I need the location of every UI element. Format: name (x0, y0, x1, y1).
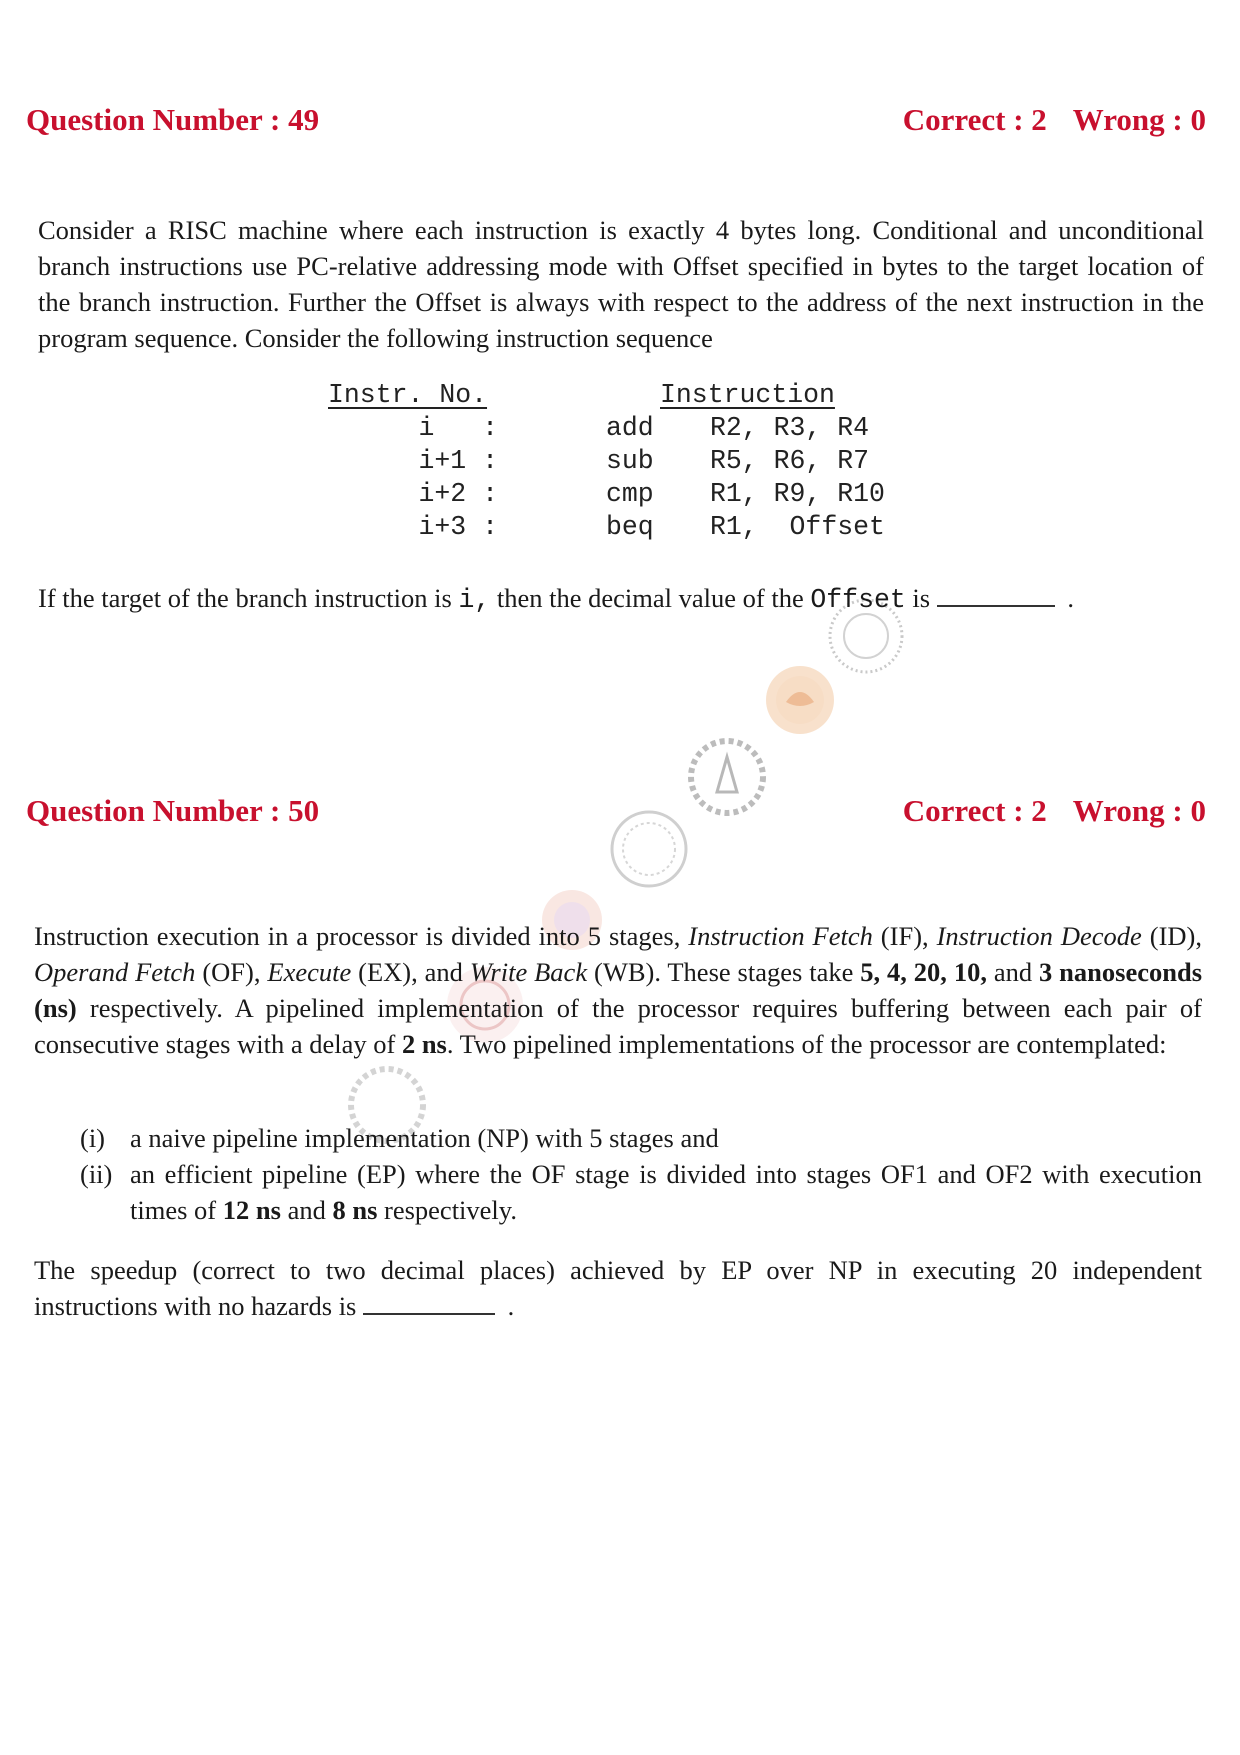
instr-no: i : (418, 413, 498, 443)
correct-marks: Correct : 2 (902, 102, 1047, 137)
question-49-prompt (38, 580, 1204, 618)
question-50-prompt (34, 1252, 1202, 1324)
instr-op: beq (606, 512, 654, 542)
instr-no: i+3 : (418, 512, 498, 542)
question-49-intro: Consider a RISC machine where each instruction is exactly 4 bytes long. Conditional and unconditional branch instructions use PC-relative addressing mode with Offset specified in bytes to the target location of the branch instruction. Further the Offset is always with respect to the address of the next instruction in the program sequence. Consider the following instruction sequence (38, 215, 1204, 353)
instr-args: R2, R3, R4 (710, 413, 870, 443)
instr-op: cmp (606, 479, 654, 509)
list-item-number: (ii) (80, 1159, 113, 1189)
list-item (80, 1120, 1202, 1156)
list-item-text: a naive pipeline implementation (NP) with 5 stages and (130, 1123, 719, 1153)
question-50-header (26, 793, 1206, 829)
wrong-marks: Wrong : 0 (1072, 793, 1206, 828)
question-number: Question Number : 50 (26, 793, 320, 828)
table-row (328, 479, 928, 512)
instr-args: R1, Offset (710, 512, 885, 542)
code-offset: Offset (810, 585, 906, 615)
code-i: i, (458, 585, 491, 615)
answer-blank[interactable] (363, 1293, 495, 1315)
implementation-list (80, 1120, 1202, 1228)
list-item-text: an efficient pipeline (EP) where the OF stage is divided into stages OF1 and OF2 with execution times of 12 ns and 8 ns respectively. (130, 1159, 1202, 1225)
score-info (901, 793, 1206, 829)
instr-op: sub (606, 446, 654, 476)
instr-op: add (606, 413, 654, 443)
prompt-text: is (905, 583, 931, 613)
list-item-number: (i) (80, 1123, 106, 1153)
score-info (901, 102, 1206, 138)
table-header-instr-no: Instr. No. (328, 380, 488, 410)
question-49-header (26, 102, 1206, 138)
question-number: Question Number : 49 (26, 102, 320, 137)
instr-no: i+1 : (418, 446, 498, 476)
instr-args: R1, R9, R10 (710, 479, 885, 509)
watermark-logo-orange (760, 660, 840, 740)
table-header-instruction: Instruction (660, 380, 835, 410)
table-row (328, 413, 928, 446)
prompt-text: If the target of the branch instruction is (38, 583, 459, 613)
question-50-paragraph: Instruction execution in a processor is divided into 5 stages, Instruction Fetch (IF), Instruction Decode (ID), Operand Fetch (OF), Execute (EX), and Write Back (WB). These stages take 5, 4, 20, 10, and 3 nanoseconds (ns) respectively. A pipelined implementation of the processor requires buffering between each pair of consecutive stages with a delay of 2 ns. Two pipelined implementations of the processor are contemplated: (34, 921, 1203, 1059)
wrong-marks: Wrong : 0 (1072, 102, 1206, 137)
prompt-text: then the decimal value of the (490, 583, 811, 613)
instr-no: i+2 : (418, 479, 498, 509)
instr-args: R5, R6, R7 (710, 446, 870, 476)
table-row (328, 446, 928, 479)
prompt-period: . (507, 1291, 515, 1321)
table-row (328, 512, 928, 545)
prompt-text: The speedup (correct to two decimal places) achieved by EP over NP in executing 20 independent instructions with no hazards is (34, 1255, 1202, 1321)
prompt-period: . (1067, 583, 1074, 613)
list-item (80, 1156, 1202, 1228)
correct-marks: Correct : 2 (902, 793, 1047, 828)
answer-blank[interactable] (937, 585, 1055, 607)
